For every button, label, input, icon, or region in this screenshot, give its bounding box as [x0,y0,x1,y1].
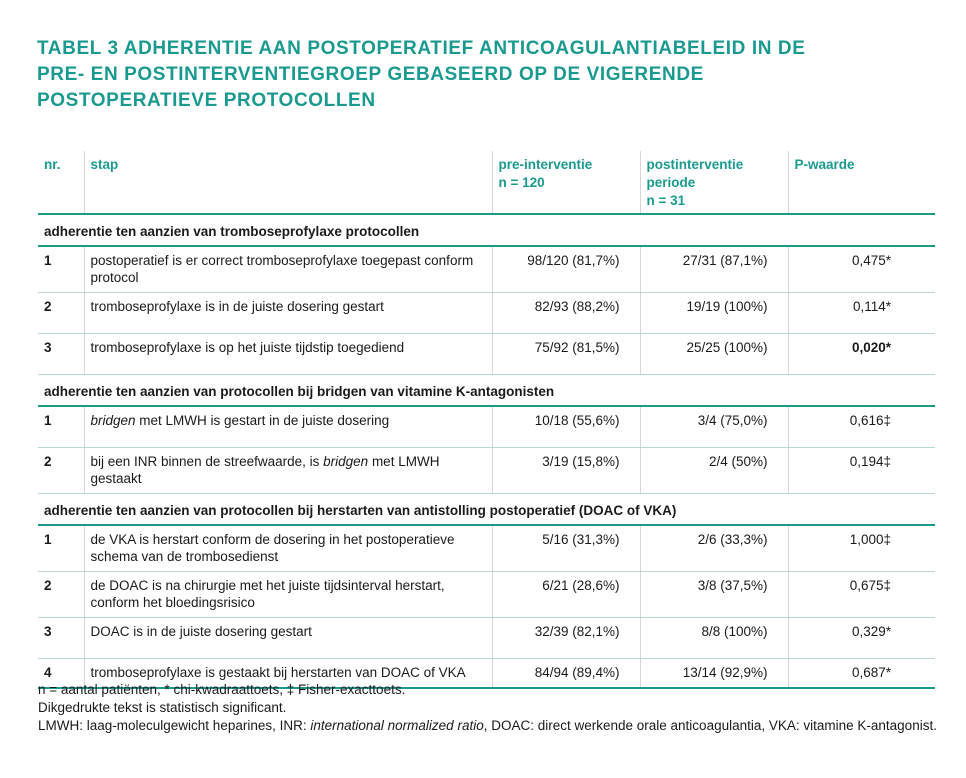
row-post: 3/8 (37,5%) [640,572,788,618]
header-stap: stap [84,151,492,214]
footnote-italic: international normalized ratio [310,718,484,733]
table-row [38,406,935,448]
header-pre-line-2: n = 120 [498,175,545,190]
title-line-1: TABEL 3 ADHERENTIE AAN POSTOPERATIEF ANTICOAGULANTIABELEID IN DE [37,38,806,59]
adherence-table [38,151,935,689]
section-title: adherentie ten aanzien van tromboseprofylaxe protocollen [38,214,935,246]
table-row [38,572,935,618]
row-stap: postoperatief is er correct tromboseprofylaxe toegepast conform protocol [84,246,492,293]
table-row [38,448,935,494]
row-pre: 98/120 (81,7%) [492,246,640,293]
row-pre: 32/39 (82,1%) [492,618,640,659]
header-post-line-3: n = 31 [646,193,686,208]
row-post: 13/14 (92,9%) [640,659,788,689]
row-nr: 4 [38,659,84,689]
row-pre: 6/21 (28,6%) [492,572,640,618]
header-pre [492,151,640,214]
header-p-value: P-waarde [794,157,855,172]
row-p-value: 0,114* [788,293,935,334]
row-stap-part-b: met LMWH gestaakt [90,454,440,486]
row-nr: 3 [38,334,84,375]
table-title [37,36,937,114]
row-pre: 84/94 (89,4%) [492,659,640,689]
title-line-3: POSTOPERATIEVE PROTOCOLLEN [37,90,376,111]
row-nr: 3 [38,618,84,659]
table-row [38,293,935,334]
section-row [38,375,935,407]
row-p-value: 0,475* [788,246,935,293]
table-row [38,246,935,293]
section-title: adherentie ten aanzien van protocollen bij bridgen van vitamine K-antagonisten [38,375,935,407]
row-nr: 2 [38,572,84,618]
footnote-line: n = aantal patiënten, * chi-kwadraattoets, ‡ Fisher-exacttoets. [38,682,406,697]
header-post [640,151,788,214]
row-p-value: 0,616‡ [788,406,935,448]
row-stap: DOAC is in de juiste dosering gestart [84,618,492,659]
row-p-value-significant: 0,020* [788,334,935,375]
row-stap: tromboseprofylaxe is gestaakt bij herstarten van DOAC of VKA [84,659,492,689]
row-nr: 2 [38,293,84,334]
row-p-value: 0,687* [788,659,935,689]
title-line-2: PRE- EN POSTINTERVENTIEGROEP GEBASEERD OP DE VIGERENDE [37,64,704,85]
footnote-abbreviations [38,717,938,735]
footnote-part-a: LMWH: laag-moleculgewicht heparines, INR: [38,718,311,733]
row-nr: 1 [38,246,84,293]
row-p-value: 0,675‡ [788,572,935,618]
row-nr: 1 [38,525,84,572]
row-nr: 1 [38,406,84,448]
row-post: 19/19 (100%) [640,293,788,334]
row-p-value: 1,000‡ [788,525,935,572]
footnote-line: Dikgedrukte tekst is statistisch significant. [38,700,287,715]
section-row [38,214,935,246]
row-stap: tromboseprofylaxe is op het juiste tijdstip toegediend [84,334,492,375]
row-post: 27/31 (87,1%) [640,246,788,293]
row-stap-italic: bridgen [323,454,369,469]
row-stap-italic: bridgen [90,413,136,428]
row-pre: 5/16 (31,3%) [492,525,640,572]
row-post: 3/4 (75,0%) [640,406,788,448]
table-row [38,618,935,659]
row-post: 25/25 (100%) [640,334,788,375]
row-pre: 10/18 (55,6%) [492,406,640,448]
section-row [38,494,935,526]
header-row [38,151,935,214]
row-post: 2/6 (33,3%) [640,525,788,572]
row-nr: 2 [38,448,84,494]
header-post-line-2: periode [646,175,696,190]
row-post: 8/8 (100%) [640,618,788,659]
row-pre: 3/19 (15,8%) [492,448,640,494]
table-row [38,334,935,375]
table-row [38,525,935,572]
row-p-value: 0,194‡ [788,448,935,494]
row-stap-rest: met LMWH is gestart in de juiste dosering [135,413,390,428]
row-post: 2/4 (50%) [640,448,788,494]
header-post-line-1: postinterventie [646,157,744,172]
row-p-value: 0,329* [788,618,935,659]
row-stap [84,406,492,448]
row-stap: tromboseprofylaxe is in de juiste dosering gestart [84,293,492,334]
row-stap: de DOAC is na chirurgie met het juiste tijdsinterval herstart, conform het bloedingsrisico [84,572,492,618]
footnote-part-b: , DOAC: direct werkende orale anticoagulantia, VKA: vitamine K-antagonist. [483,718,937,733]
row-stap: de VKA is herstart conform de dosering in het postoperatieve schema van de trombosedienst [84,525,492,572]
row-stap-part-a: bij een INR binnen de streefwaarde, is [90,454,324,469]
table-footnotes [38,681,938,735]
section-title: adherentie ten aanzien van protocollen bij herstarten van antistolling postoperatief (DOAC of VKA) [38,494,935,526]
row-stap [84,448,492,494]
row-pre: 75/92 (81,5%) [492,334,640,375]
header-pre-line-1: pre-interventie [498,157,593,172]
header-nr: nr. [38,151,84,214]
row-pre: 82/93 (88,2%) [492,293,640,334]
